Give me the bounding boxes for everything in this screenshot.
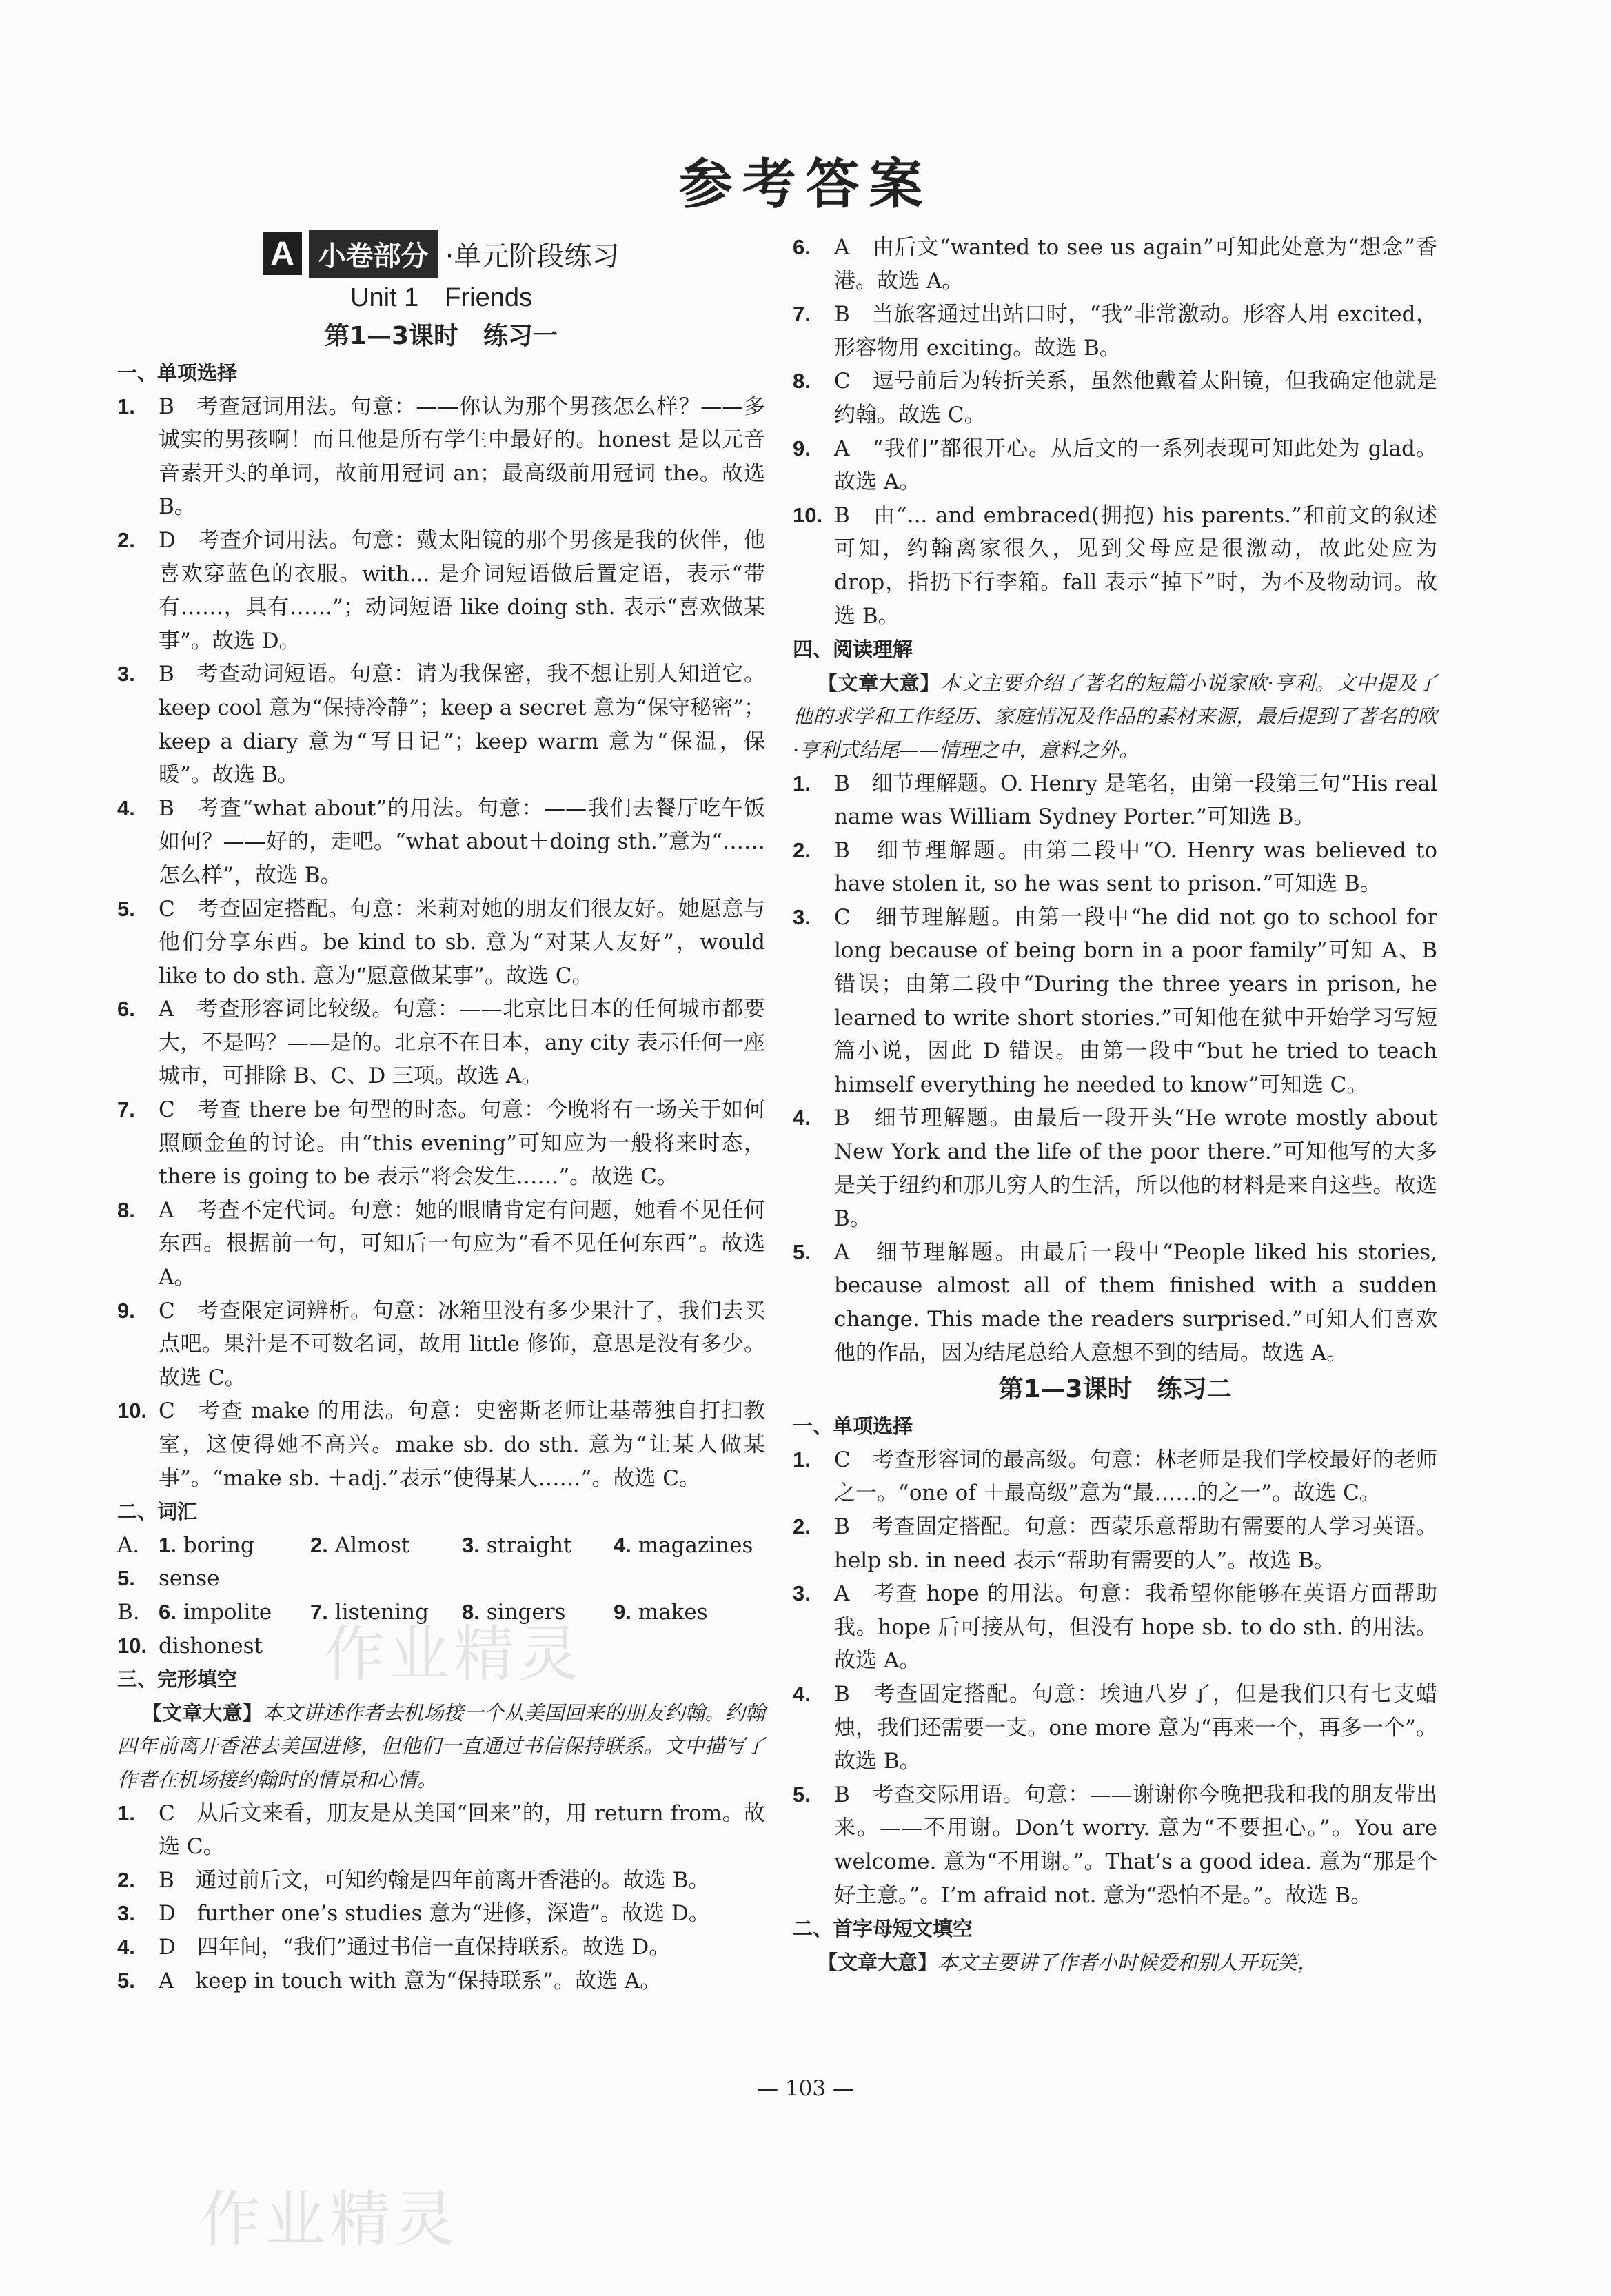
vocab-answers: A. 1. boring 2. Almost 3. straight 4. magazines 5. sense B. 6. impolite 7. listening 8. singers 9. makes 10. dishonest — [117, 1532, 753, 1658]
article-gist: 【文章大意】本文主要介绍了著名的短篇小说家欧·亨利。文中提及了他的求学和工作经历、家庭情况及作品的素材来源，最后提到了著名的欧·亨利式结尾——情理之中，意料之外。 — [793, 671, 1437, 762]
section-heading: 三、完形填空 — [117, 1667, 238, 1691]
answer-item: 1. B 考查冠词用法。句意：——你认为那个男孩怎么样？——多诚实的男孩啊！而且他是所有学生中最好的。honest 是以元音音素开头的单词，故前用冠词 an；最高级前用冠词 the。故选 B。 — [117, 394, 765, 520]
unit-title: Unit 1 Friends — [350, 283, 532, 312]
answer-item: 10. B 由“... and embraced(拥抱) his parents.”和前文的叙述可知，约翰离家很久，见到父母应是很激动，故此处应为 drop，指扔下行李箱。fall 表示“掉下”时，为不及物动词。故选 B。 — [793, 502, 1437, 629]
answer-item: 5. A 细节理解题。由最后一段中“People liked his stories, because almost all of them finished with a sudden change. This made the readers surprised.”可知人们喜欢他的作品，因为结尾总给人意想不到的结局。故选 A。 — [793, 1239, 1437, 1365]
answer-item: 8. A 考查不定代词。句意：她的眼睛肯定有问题，她看不见任何东西。根据前一句，可知后一句应为“看不见任何东西”。故选 A。 — [117, 1197, 765, 1290]
answer-item: 9. C 考查限定词辨析。句意：冰箱里没有多少果汁了，我们去买点吧。果汁是不可数名词，故用 little 修饰，意思是没有多少。故选 C。 — [117, 1298, 765, 1390]
answer-item: 2. D 考查介词用法。句意：戴太阳镜的那个男孩是我的伙伴，他喜欢穿蓝色的衣服。with... 是介词短语做后置定语，表示“带有……，具有……”；动词短语 like doing sth. 表示“喜欢做某事”。故选 D。 — [117, 527, 765, 653]
answer-item: 2. B 通过前后文，可知约翰是四年前离开香港的。故选 B。 — [117, 1867, 710, 1893]
section-heading: 四、阅读理解 — [793, 638, 913, 662]
answer-item: 7. C 考查 there be 句型的时态。句意：今晚将有一场关于如何照顾金鱼的讨论。由“this evening”可知应为一般将来时态，there is going to be 表示“将会发生……”。故选 C。 — [117, 1097, 765, 1190]
answer-item: 1. C 考查形容词的最高级。句意：林老师是我们学校最好的老师之一。“one of ＋最高级”意为“最……的之一”。故选 C。 — [793, 1447, 1437, 1506]
answer-item: 8. C 逗号前后为转折关系，虽然他戴着太阳镜，但我确定他就是约翰。故选 C。 — [793, 369, 1437, 427]
article-gist: 【文章大意】本文讲述作者去机场接一个从美国回来的朋友约翰。约翰四年前离开香港去美国进修，但他们一直通过书信保持联系。文中描写了作者在机场接约翰时的情景和心情。 — [117, 1700, 765, 1791]
section-heading: 二、首字母短文填空 — [793, 1917, 973, 1941]
answer-item: 4. B 考查“what about”的用法。句意：——我们去餐厅吃午饭如何？——好的，走吧。“what about＋doing sth.”意为“……怎么样”，故选 B。 — [117, 795, 765, 888]
answer-item: 5. B 考查交际用语。句意：——谢谢你今晚把我和我的朋友带出来。——不用谢。Don’t worry. 意为“不要担心。”。You are welcome. 意为“不用谢。”。That’s a good idea. 意为“那是个好主意。”。I’m afraid not. 意为“恐怕不是。”。故选 B。 — [793, 1782, 1437, 1908]
answer-item: 3. A 考查 hope 的用法。句意：我希望你能够在英语方面帮助我。hope 后可接从句，但没有 hope sb. to do sth. 的用法。故选 A。 — [793, 1581, 1437, 1674]
answer-item: 5. A keep in touch with 意为“保持联系”。故选 A。 — [117, 1968, 662, 1993]
section-heading: 一、单项选择 — [117, 361, 238, 385]
section-heading: 一、单项选择 — [793, 1414, 913, 1439]
answer-item: 1. B 细节理解题。O. Henry 是笔名，由第一段第三句“His real name was William Sydney Porter.”可知选 B。 — [793, 771, 1437, 830]
answer-item: 5. C 考查固定搭配。句意：米莉对她的朋友们很友好。她愿意与他们分享东西。be kind to sb. 意为“对某人友好”，would like to do sth. 意为“愿意做某事”。故选 C。 — [117, 896, 765, 988]
reading-list — [793, 767, 1437, 1370]
cloze-list — [117, 1797, 765, 1998]
answer-item: 2. B 考查固定搭配。句意：西蒙乐意帮助有需要的人学习英语。help sb. in need 表示“帮助有需要的人”。故选 B。 — [793, 1514, 1437, 1573]
banner-box: 小卷部分 — [309, 230, 438, 278]
article-gist: 【文章大意】本文主要讲了作者小时候爱和别人开玩笑， — [818, 1950, 1318, 1974]
answer-item: 7. B 当旅客通过出站口时，“我”非常激动。形容人用 excited，形容物用 exciting。故选 B。 — [793, 302, 1437, 360]
answer-item: 3. C 细节理解题。由第一段中“he did not go to school for long because of being born in a poor family”可知 A、B 错误；由第二段中“During the three years in prison, he learned to write short stories.”可知他在狱中开始学习写短篇小说，因此 D 错误。由第一段中“but he tried to teach himself everything he needed to know”可知选 C。 — [793, 904, 1437, 1097]
answer-item: 10. C 考查 make 的用法。句意：史密斯老师让基蒂独自打扫教室，这使得她不高兴。make sb. do sth. 意为“让某人做某事”。“make sb. ＋adj.”表示“使得某人……”。故选 C。 — [117, 1399, 765, 1491]
right-column — [793, 231, 1437, 1979]
answer-item: 1. C 从后文来看，朋友是从美国“回来”的，用 return from。故选 C。 — [117, 1800, 765, 1860]
answer-item: 6. A 考查形容词比较级。句意：——北京比日本的任何城市都要大，不是吗？——是的。北京不在日本，any city 表示任何一座城市，可排除 B、C、D 三项。故选 A。 — [117, 997, 765, 1089]
page-title: 参考答案 — [678, 154, 933, 216]
banner-rest: ·单元阶段练习 — [445, 240, 620, 272]
answer-item: 3. B 考查动词短语。句意：请为我保密，我不想让别人知道它。keep cool 意为“保持冷静”；keep a secret 意为“保守秘密”；keep a diary 意为“写日记”；keep warm 意为“保温，保暖”。故选 B。 — [117, 662, 765, 788]
page-number: — 103 — — [757, 2076, 854, 2101]
section-heading: 二、词汇 — [117, 1500, 198, 1524]
watermark: 作业精灵 — [324, 1618, 584, 1689]
banner-letter: A — [263, 232, 302, 275]
answer-item: 3. D further one’s studies 意为“进修，深造”。故选 D。 — [117, 1901, 710, 1927]
watermark: 作业精灵 — [200, 2184, 460, 2255]
lesson-title-1: 第1—3课时 练习一 — [324, 322, 558, 350]
mc-list-1 — [117, 390, 765, 1496]
answer-item: 4. D 四年间，“我们”通过书信一直保持联系。故选 D。 — [117, 1934, 671, 1960]
answer-item: 6. A 由后文“wanted to see us again”可知此处意为“想念”香港。故选 A。 — [793, 235, 1437, 294]
section-banner — [117, 231, 765, 276]
answer-item: 2. B 细节理解题。由第二段中“O. Henry was believed to have stolen it, so he was sent to prison.”可知选 B。 — [793, 837, 1437, 897]
answer-item: 4. B 细节理解题。由最后一段开头“He wrote mostly about New York and the life of the poor there.”可知他写的大多是关于纽约和那儿穷人的生活，所以他的材料是来自这些。故选 B。 — [793, 1106, 1437, 1232]
answer-item: 9. A “我们”都很开心。从后文的一系列表现可知此处为 glad。故选 A。 — [793, 436, 1437, 495]
cloze-list-cont — [793, 231, 1437, 633]
lesson-title-2: 第1—3课时 练习二 — [998, 1375, 1232, 1404]
left-column — [117, 231, 765, 1998]
answer-item: 4. B 考查固定搭配。句意：埃迪八岁了，但是我们只有七支蜡烛，我们还需要一支。one more 意为“再来一个，再多一个”。故选 B。 — [793, 1681, 1437, 1774]
mc-list-2 — [793, 1443, 1437, 1912]
